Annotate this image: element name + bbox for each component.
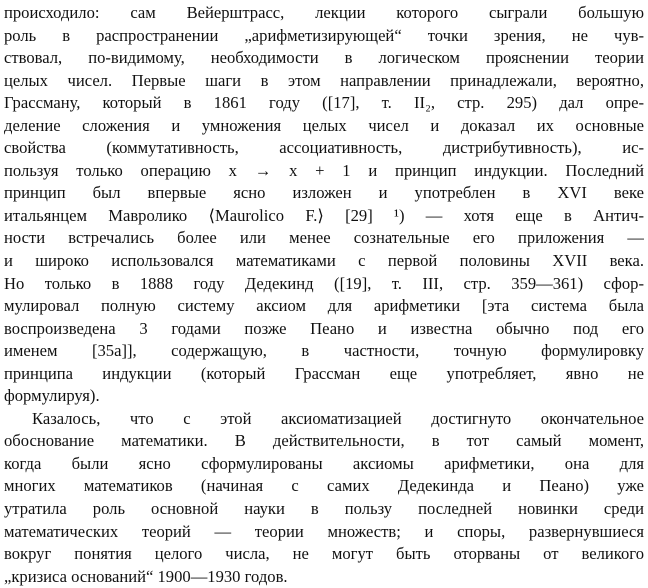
text-line: математических теорий — теории множеств; и споры, развернувшиеся [4,521,644,541]
paragraph-1 [4,2,644,408]
paragraph-2 [4,408,644,588]
text-line: роль в распространении „арифметизирующей“ точки зрения, не чув- [4,25,644,45]
text-line: именем [35a]], содержащую, в частности, точную формулировку [4,341,644,361]
text-line: воспроизведена 3 годами позже Пеано и известна обычно под его [4,318,644,338]
text-line: обоснование математики. В действительности, в тот самый момент, [4,431,644,451]
text-line: свойства (коммутативность, ассоциативность, дистрибутивность), ис- [4,138,644,158]
text-line: итальянцем Мавролико ⟨Maurolico F.⟩ [29] ¹) — хотя еще в Антич- [4,205,644,225]
text-line: когда были ясно сформулированы аксиомы арифметики, она для [4,453,644,473]
text-line: деление сложения и умножения целых чисел и доказал их основные [4,115,644,135]
text-line: ности встречались более или менее сознательные его приложения — [4,228,644,248]
text-line: вокруг понятия целого числа, не могут быть оторваны от великого [4,544,644,564]
text-line: Но только в 1888 году Дедекинд ([19], т. III, стр. 359—361) сфор- [4,273,644,293]
text-line: принципа индукции (который Грассман еще употребляет, явно не [4,363,644,383]
text-line: „кризиса оснований“ 1900—1930 годов. [4,566,288,586]
text-line: происходило: сам Вейерштрасс, лекции которого сыграли большую [4,3,644,22]
text-line: пользуя только операцию x → x + 1 и принцип индукции. Последний [4,160,644,180]
text-line: целых чисел. Первые шаги в этом направлении принадлежали, вероятно, [4,70,644,90]
text-line: утратила роль основной науки в пользу последней новинки среди [4,499,644,519]
text-line: многих математиков (начиная с самих Дедекинда и Пеано) уже [4,476,644,496]
text-line: Казалось, что с этой аксиоматизацией достигнуто окончательное [32,408,644,428]
text-line: принцип был впервые ясно изложен и употреблен в XVI веке [4,183,644,203]
text-line: мулировал полную систему аксиом для арифметики [эта система была [4,296,644,316]
text-line: ствовал, по-видимому, необходимости в логическом прояснении теории [4,48,644,68]
text-line: и широко использовался математиками с первой половины XVII века. [4,251,644,271]
text-line: Грассману, который в 1861 году ([17], т. II₂, стр. 295) дал опре- [4,93,644,113]
text-line: формулируя). [4,386,100,406]
